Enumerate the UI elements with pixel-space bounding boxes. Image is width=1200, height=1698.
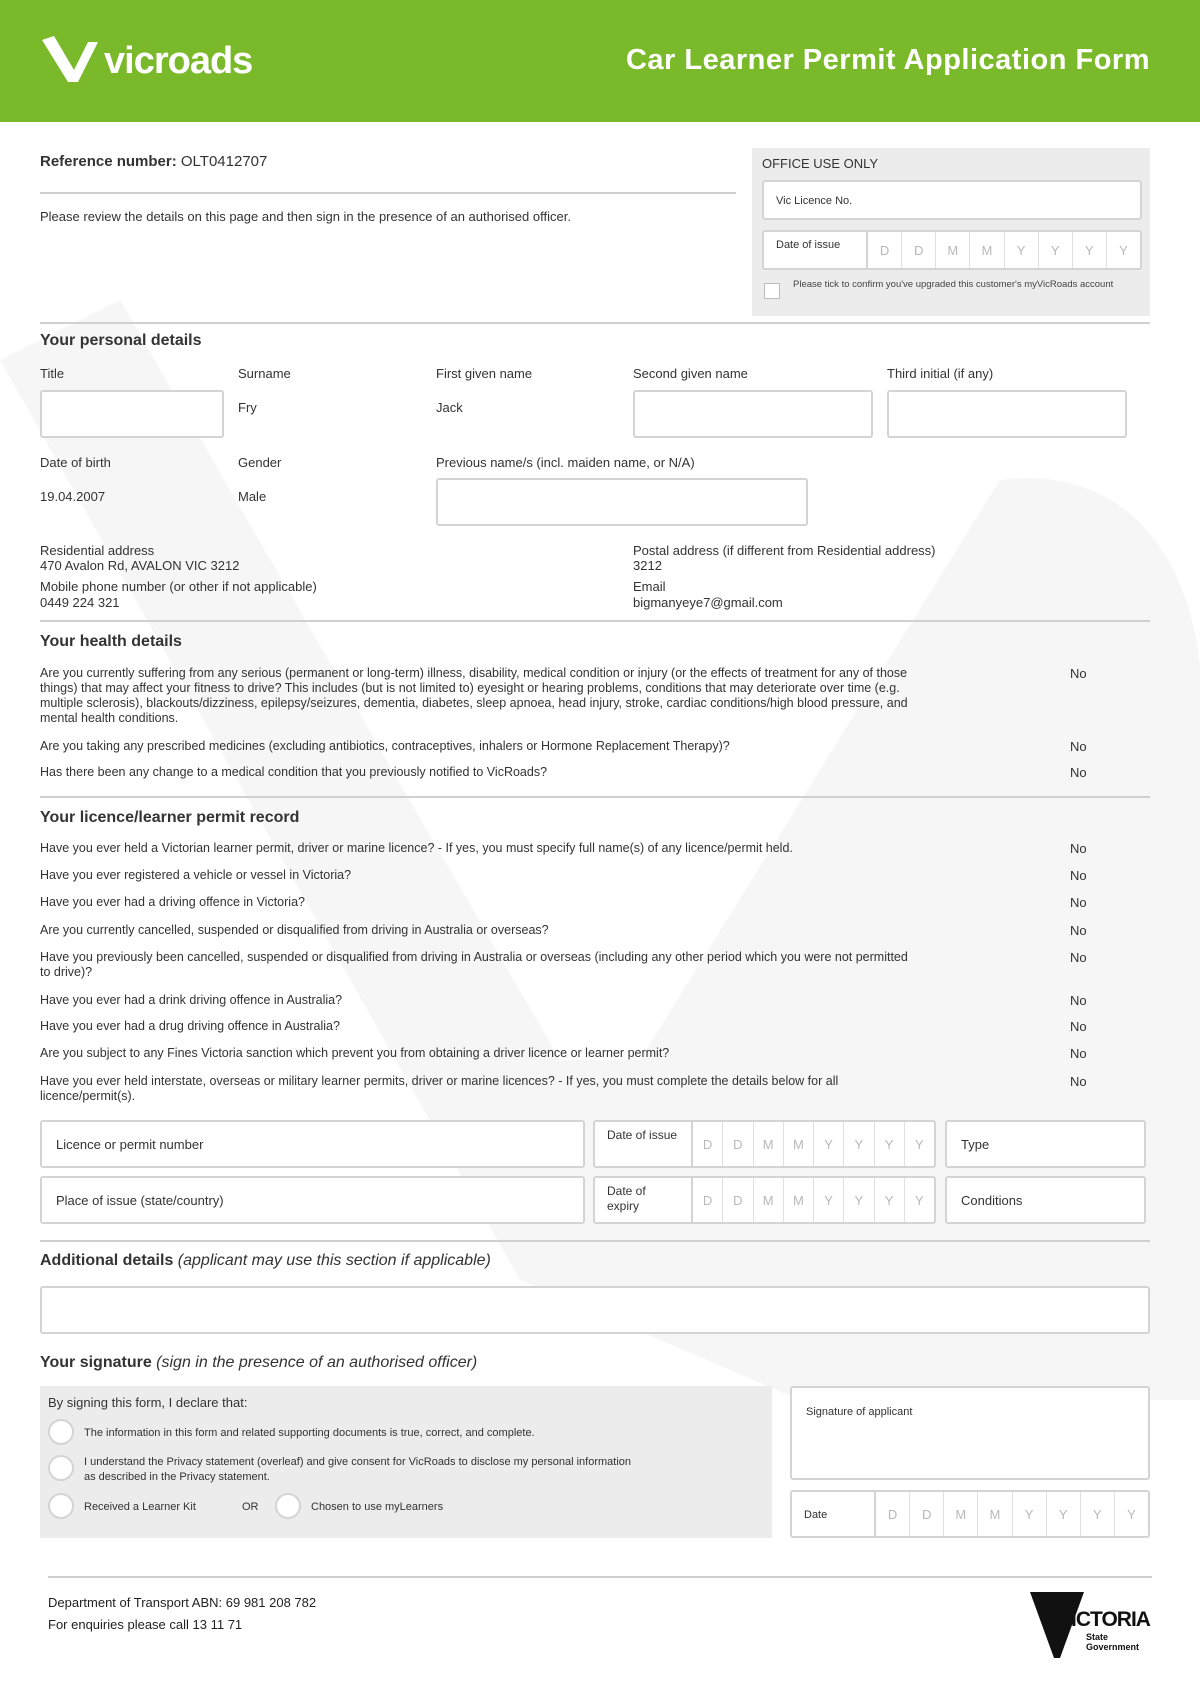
date-cell: M	[754, 1178, 784, 1222]
date-cell: M	[944, 1492, 978, 1536]
privacy-line: I understand the Privacy statement (overleaf) and give consent for VicRoads to disclose my personal information	[84, 1456, 632, 1468]
third-initial-field[interactable]	[887, 390, 1127, 438]
date-cell: Y	[915, 1192, 924, 1208]
permit-number-label: Licence or permit number	[56, 1137, 204, 1152]
footer-abn: Department of Transport ABN: 69 981 208 782	[48, 1595, 317, 1610]
date-cell: M	[784, 1122, 814, 1166]
licence-question	[40, 950, 908, 980]
third-initial-label: Third initial (if any)	[887, 366, 994, 381]
date-cell: D	[910, 1492, 944, 1536]
privacy-line: as described in the Privacy statement.	[84, 1471, 270, 1483]
signature-heading	[40, 1354, 477, 1372]
title-field[interactable]	[40, 390, 224, 438]
gender-label: Gender	[238, 455, 282, 470]
licence-answer: No	[1070, 950, 1087, 965]
licence-answer: No	[1070, 841, 1087, 856]
licence-question: Have you ever had a drug driving offence in Australia?	[40, 1019, 340, 1033]
logo-text: vicroads	[104, 40, 253, 82]
signature-label: Signature of applicant	[806, 1406, 913, 1418]
date-cell: Y	[1047, 1492, 1081, 1536]
gov-sub-line: State	[1086, 1632, 1109, 1642]
date-cell: Y	[1127, 1506, 1136, 1522]
previous-names-label: Previous name/s (incl. maiden name, or N/A)	[436, 455, 695, 470]
signature-hint: (sign in the presence of an authorised officer)	[156, 1354, 478, 1371]
footer-enquiries: For enquiries please call 13 11 71	[48, 1617, 243, 1632]
date-cell: Y	[814, 1178, 844, 1222]
privacy-item	[84, 1455, 631, 1485]
declaration-intro: By signing this form, I declare that:	[48, 1395, 248, 1410]
surname-label: Surname	[238, 366, 291, 381]
date-cell: Y	[1005, 232, 1039, 268]
signature-date[interactable]	[790, 1490, 1150, 1538]
divider	[40, 1240, 1150, 1242]
date-cell: M	[754, 1122, 784, 1166]
licence-answer: No	[1070, 993, 1087, 1008]
date-cell: Y	[1119, 242, 1128, 258]
mobile-value: 0449 224 321	[40, 595, 120, 610]
date-cell: Y	[844, 1178, 874, 1222]
date-cell: D	[876, 1492, 910, 1536]
second-name-field[interactable]	[633, 390, 873, 438]
permit-date-of-expiry[interactable]	[593, 1176, 936, 1224]
upgrade-confirm-text: Please tick to confirm you've upgraded this customer's myVicRoads account	[793, 279, 1114, 290]
dob-label: Date of birth	[40, 455, 111, 470]
first-name-label: First given name	[436, 366, 533, 381]
additional-heading	[40, 1252, 491, 1270]
health-question: Are you taking any prescribed medicines (excluding antibiotics, contraceptives, inhalers or Hormone Replacement Therapy)?	[40, 739, 730, 753]
health-question: Has there been any change to a medical condition that you previously notified to VicRoads?	[40, 765, 548, 779]
place-of-issue-field[interactable]	[40, 1176, 585, 1224]
conditions-field[interactable]	[945, 1176, 1146, 1224]
previous-names-field[interactable]	[436, 478, 808, 526]
licence-question: Are you currently cancelled, suspended or disqualified from driving in Australia or overseas?	[40, 923, 549, 937]
date-cell: Y	[844, 1122, 874, 1166]
question-line: things) that may affect your fitness to drive? This includes (but is not limited to) eyesight or hearing problems, conditions that may deteriorate over time (e.g.	[40, 681, 900, 695]
date-cell: M	[978, 1492, 1012, 1536]
reference-label: Reference number:	[40, 153, 177, 170]
licence-question: Have you ever had a driving offence in Victoria?	[40, 895, 305, 909]
learner-kit-radio[interactable]	[48, 1493, 74, 1519]
divider	[40, 620, 1150, 622]
question-line: Have you ever held interstate, overseas or military learner permits, driver or marine licences? - If yes, you must complete the details below for all	[40, 1074, 839, 1088]
licence-answer: No	[1070, 923, 1087, 938]
date-cell: M	[936, 232, 970, 268]
intro-text: Please review the details on this page and then sign in the presence of an authorised officer.	[40, 209, 571, 224]
learner-kit-label: Received a Learner Kit	[84, 1501, 196, 1513]
footer-divider	[48, 1576, 1152, 1578]
health-answer: No	[1070, 739, 1087, 754]
licence-answer: No	[1070, 868, 1087, 883]
licence-answer: No	[1070, 1074, 1087, 1089]
health-heading: Your health details	[40, 633, 182, 650]
mylearners-label: Chosen to use myLearners	[311, 1501, 444, 1513]
question-line: mental health conditions.	[40, 711, 179, 725]
conditions-label: Conditions	[961, 1193, 1023, 1208]
reference-value: OLT0412707	[180, 153, 268, 170]
victoria-logo-text: VICTORIA	[1058, 1608, 1150, 1631]
place-of-issue-label: Place of issue (state/country)	[56, 1193, 224, 1208]
date-cell: D	[902, 232, 936, 268]
privacy-radio[interactable]	[48, 1455, 74, 1481]
reference-number	[40, 153, 267, 170]
additional-hint: (applicant may use this section if applicable)	[177, 1252, 491, 1269]
date-cell: Y	[1013, 1492, 1047, 1536]
type-field[interactable]	[945, 1120, 1146, 1168]
divider	[40, 796, 1150, 798]
question-line: to drive)?	[40, 965, 93, 979]
office-title: OFFICE USE ONLY	[762, 156, 879, 171]
or-label: OR	[242, 1501, 259, 1513]
gov-sub-line: Government	[1086, 1642, 1140, 1652]
licence-question	[40, 1074, 838, 1104]
email-value: bigmanyeye7@gmail.com	[633, 595, 783, 610]
office-date-label: Date of issue	[764, 232, 868, 268]
licence-answer: No	[1070, 1019, 1087, 1034]
licence-answer: No	[1070, 1046, 1087, 1061]
permit-number-field[interactable]	[40, 1120, 585, 1168]
date-cell: Y	[1039, 232, 1073, 268]
question-line: Have you previously been cancelled, suspended or disqualified from driving in Australia or overseas (including any other period which you were not permitted	[40, 950, 908, 964]
date-cell: D	[693, 1122, 723, 1166]
licence-question: Have you ever had a drink driving offence in Australia?	[40, 993, 343, 1007]
type-label: Type	[961, 1137, 990, 1152]
divider	[40, 192, 736, 194]
declaration-radio[interactable]	[48, 1419, 74, 1445]
question-line: multiple sclerosis), blackouts/dizziness, epilepsy/seizures, dementia, diabetes, sleep apnoea, head injury, stroke, cardiac conditions/high blood pressure, and	[40, 696, 908, 710]
signature-title: Your signature	[40, 1354, 152, 1371]
vic-licence-label: Vic Licence No.	[776, 195, 853, 207]
upgrade-confirm-checkbox[interactable]	[764, 283, 780, 299]
date-of-expiry-label: Date of expiry	[595, 1178, 693, 1222]
vicroads-logo-icon	[40, 34, 100, 84]
question-line: Are you currently suffering from any serious (permanent or long-term) illness, disability, medical condition or injury (or the effects of treatment for any of those	[40, 666, 908, 680]
date-cell: D	[693, 1178, 723, 1222]
date-cell: D	[868, 232, 902, 268]
date-of-issue-label: Date of issue	[595, 1122, 693, 1166]
licence-question: Have you ever held a Victorian learner permit, driver or marine licence? - If yes, you must specify full name(s) of any licence/permit held.	[40, 841, 793, 855]
signature-date-label: Date	[792, 1492, 876, 1536]
additional-details-field[interactable]	[40, 1286, 1150, 1334]
mobile-label: Mobile phone number (or other if not applicable)	[40, 579, 317, 594]
question-line: licence/permit(s).	[40, 1089, 136, 1103]
office-date-of-issue[interactable]	[762, 230, 1142, 270]
vic-licence-field[interactable]	[762, 180, 1142, 220]
date-cell: M	[970, 232, 1004, 268]
residential-value: 470 Avalon Rd, AVALON VIC 3212	[40, 558, 240, 573]
date-cell: D	[723, 1122, 753, 1166]
second-name-label: Second given name	[633, 366, 748, 381]
permit-date-of-issue[interactable]	[593, 1120, 936, 1168]
personal-heading: Your personal details	[40, 332, 202, 349]
surname-value: Fry	[238, 400, 257, 415]
date-cell: Y	[875, 1178, 905, 1222]
date-cell: Y	[1073, 232, 1107, 268]
date-cell: D	[723, 1178, 753, 1222]
first-name-value: Jack	[436, 400, 463, 415]
gov-subtitle	[1086, 1632, 1139, 1652]
residential-label: Residential address	[40, 543, 155, 558]
date-cell: Y	[915, 1136, 924, 1152]
additional-title: Additional details	[40, 1252, 174, 1269]
licence-question: Are you subject to any Fines Victoria sanction which prevent you from obtaining a driver licence or learner permit?	[40, 1046, 670, 1060]
email-label: Email	[633, 579, 666, 594]
date-cell: Y	[814, 1122, 844, 1166]
health-question	[40, 666, 1060, 726]
mylearners-radio[interactable]	[275, 1493, 301, 1519]
signature-field[interactable]	[790, 1386, 1150, 1480]
divider	[40, 322, 1150, 324]
date-cell: Y	[1081, 1492, 1115, 1536]
health-answer: No	[1070, 666, 1087, 681]
postal-value: 3212	[633, 558, 662, 573]
title-label: Title	[40, 366, 65, 381]
health-answer: No	[1070, 765, 1087, 780]
date-cell: M	[784, 1178, 814, 1222]
licence-heading: Your licence/learner permit record	[40, 809, 300, 826]
postal-label: Postal address (if different from Residential address)	[633, 543, 936, 558]
dob-value: 19.04.2007	[40, 489, 106, 504]
declaration-item: The information in this form and related supporting documents is true, correct, and complete.	[84, 1427, 535, 1439]
licence-answer: No	[1070, 895, 1087, 910]
form-title: Car Learner Permit Application Form	[625, 44, 1150, 76]
date-cell: Y	[875, 1122, 905, 1166]
licence-question: Have you ever registered a vehicle or vessel in Victoria?	[40, 868, 352, 882]
gender-value: Male	[238, 489, 267, 504]
